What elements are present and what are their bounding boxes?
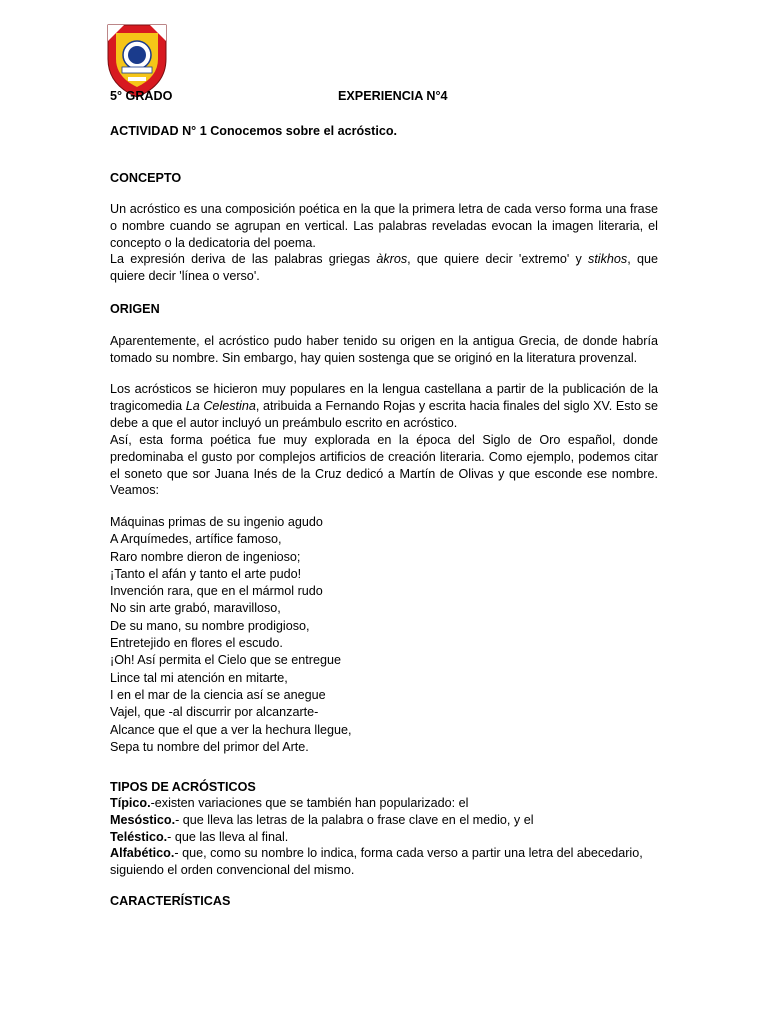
greek-term-stikhos: stikhos <box>588 252 628 266</box>
poem-line: I en el mar de la ciencia así se anegue <box>110 687 326 702</box>
acrostic-poem <box>110 514 352 756</box>
greek-term-akros: àkros <box>376 252 408 266</box>
poem-line: Raro nombre dieron de ingenioso; <box>110 549 301 564</box>
tipos-list <box>110 795 658 879</box>
tipo-desc: - que lleva las letras de la palabra o frase clave en el medio, y el <box>175 812 534 827</box>
concepto-paragraph-1: Un acróstico es una composición poética en la que la primera letra de cada verso forma una frase o nombre cuando se agrupan en vertical. Las palabras reveladas evocan la imagen literaria, el concepto o la dedicatoria del poema. <box>110 202 658 250</box>
poem-line: Sepa tu nombre del primor del Arte. <box>110 739 309 754</box>
origen-paragraph-2 <box>110 381 658 431</box>
activity-title: ACTIVIDAD N° 1 Conocemos sobre el acróstico. <box>110 124 398 138</box>
experience-label: EXPERIENCIA N°4 <box>338 89 448 103</box>
tipo-term: Alfabético. <box>110 846 175 861</box>
poem-line: Máquinas primas de su ingenio agudo <box>110 515 323 529</box>
grade-label: 5° GRADO <box>110 89 173 103</box>
tipo-term: Típico. <box>110 796 151 810</box>
tipo-term: Teléstico. <box>110 829 168 844</box>
poem-line: ¡Oh! Así permita el Cielo que se entregue <box>110 653 342 668</box>
poem-line: Invención rara, que en el mármol rudo <box>110 584 323 599</box>
poem-line: ¡Tanto el afán y tanto el arte pudo! <box>110 566 302 581</box>
poem-line: De su mano, su nombre prodigioso, <box>110 618 310 633</box>
tipo-item <box>110 829 658 846</box>
concepto-text: , que quiere decir 'extremo' y <box>407 252 589 266</box>
tipo-desc: - que las lleva al final. <box>167 829 289 844</box>
poem-line: Lince tal mi atención en mitarte, <box>110 670 288 685</box>
tipo-term: Mesóstico. <box>110 812 176 827</box>
concepto-text: , que quiere decir 'línea o verso'. <box>110 252 658 283</box>
origen-paragraph-3: Así, esta forma poética fue muy explorada en la época del Siglo de Oro español, donde predominaba el gusto por complejos artificios de creación literaria. Como ejemplo, podemos citar el soneto que sor Juana Inés de la Cruz dedicó a Martín de Olivas y que esconde ese nombre. Veamos: <box>110 433 658 498</box>
concepto-heading: CONCEPTO <box>110 171 182 185</box>
origen-paragraph-1: Aparentemente, el acróstico pudo haber tenido su origen en la antigua Grecia, de donde habría tomado su nombre. Sin embargo, hay quien sostenga que se originó en la literatura provenzal. <box>110 334 658 365</box>
tipo-item <box>110 812 658 829</box>
tipo-item <box>110 845 658 879</box>
poem-line: Entretejido en flores el escudo. <box>110 636 283 651</box>
tipo-item <box>110 795 658 812</box>
tipo-desc: -existen variaciones que se también han popularizado: el <box>150 796 469 810</box>
work-title-celestina: La Celestina <box>185 398 256 413</box>
tipo-desc: - que, como su nombre lo indica, forma cada verso a partir una letra del abecedario, siguiendo el orden convencional del mismo. <box>110 846 643 878</box>
poem-line: A Arquímedes, artífice famoso, <box>110 532 282 547</box>
tipos-heading: TIPOS DE ACRÓSTICOS <box>110 780 256 794</box>
origen-text: , atribuida a Fernando Rojas y escrita hacia finales del siglo XV. Esto se debe a que el autor incluyó un preámbulo escrito en acróstico. <box>110 398 658 430</box>
poem-line: Alcance que el que a ver la hechura llegue, <box>110 722 352 737</box>
origen-text: Los acrósticos se hicieron muy populares en la lengua castellana a partir de la publicación de la tragicomedia <box>110 382 658 413</box>
poem-line: Vajel, que -al discurrir por alcanzarte- <box>110 705 319 720</box>
school-crest-logo <box>104 19 170 99</box>
caracteristicas-heading: CARACTERÍSTICAS <box>110 894 231 908</box>
concepto-text: La expresión deriva de las palabras griegas <box>110 252 377 266</box>
origen-heading: ORIGEN <box>110 302 160 316</box>
poem-line: No sin arte grabó, maravilloso, <box>110 601 281 616</box>
concepto-paragraph-2 <box>110 251 658 285</box>
